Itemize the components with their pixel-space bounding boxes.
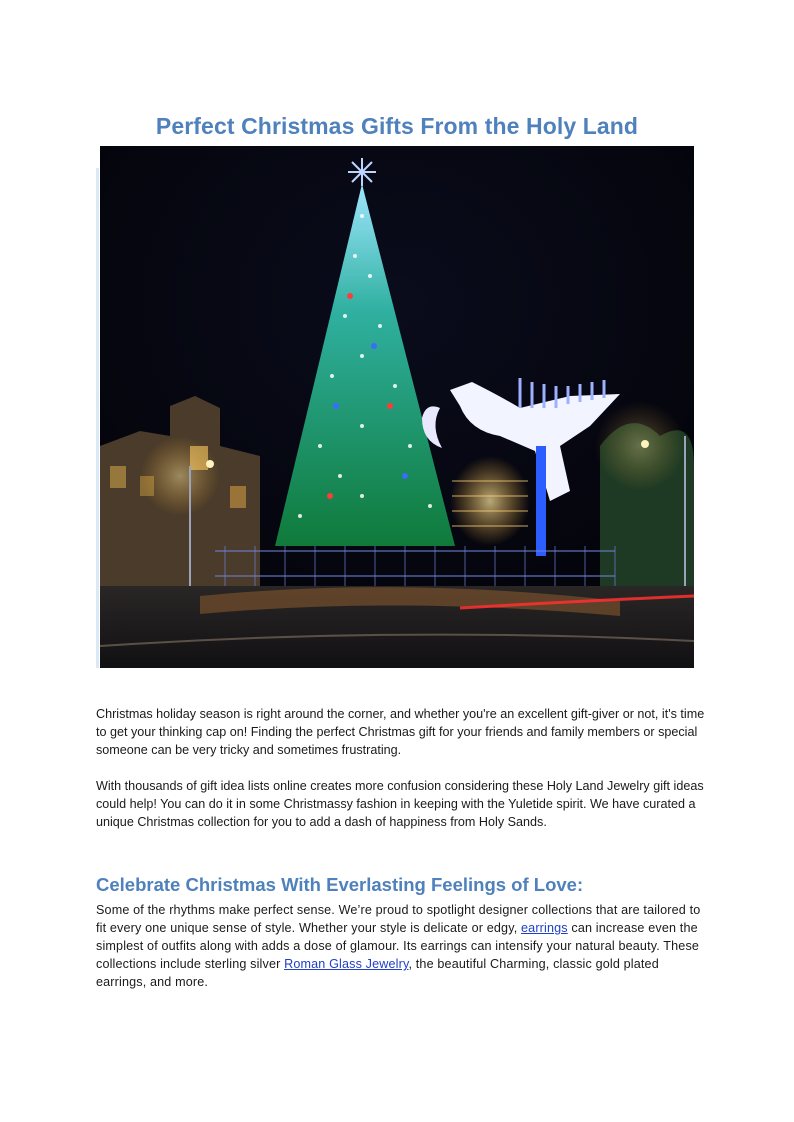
paragraph-text: Some of the rhythms make perfect sense. We’re proud to spotlight designer collections that are tailored to fit every one unique sense of style. Whether your style is delicate or edgy, <box>96 903 701 935</box>
gift-ideas-paragraph: With thousands of gift idea lists online creates more confusion considering these Holy Land Jewelry gift ideas could help! You can do it in some Christmassy fashion in keeping with the Yuletide spirit. We have curated a unique Christmas collection for you to add a dash of happiness from Holy Sands. <box>96 779 704 829</box>
paragraph-text: , the beautiful Charming, classic gold plated earrings, and more. <box>96 957 659 989</box>
paragraph-text: can increase even the simplest of outfits along with adds a dose of glamour. Its earrings can intensify your natural beauty. These collections include sterling silver <box>96 921 700 971</box>
page-title: Perfect Christmas Gifts From the Holy Land <box>155 113 639 140</box>
photo-border <box>96 168 99 668</box>
christmas-tree-photo <box>100 146 694 668</box>
collections-paragraph <box>96 901 706 991</box>
earrings-link[interactable]: earrings <box>521 921 568 935</box>
intro-paragraph: Christmas holiday season is right around the corner, and whether you're an excellent gift-giver or not, it's time to get your thinking cap on! Finding the perfect Christmas gift for your friends and family members or special someone can be very tricky and sometimes frustrating. <box>96 707 705 757</box>
roman-glass-jewelry-link[interactable]: Roman Glass Jewelry <box>284 957 409 971</box>
section-heading: Celebrate Christmas With Everlasting Feelings of Love: <box>96 874 584 895</box>
